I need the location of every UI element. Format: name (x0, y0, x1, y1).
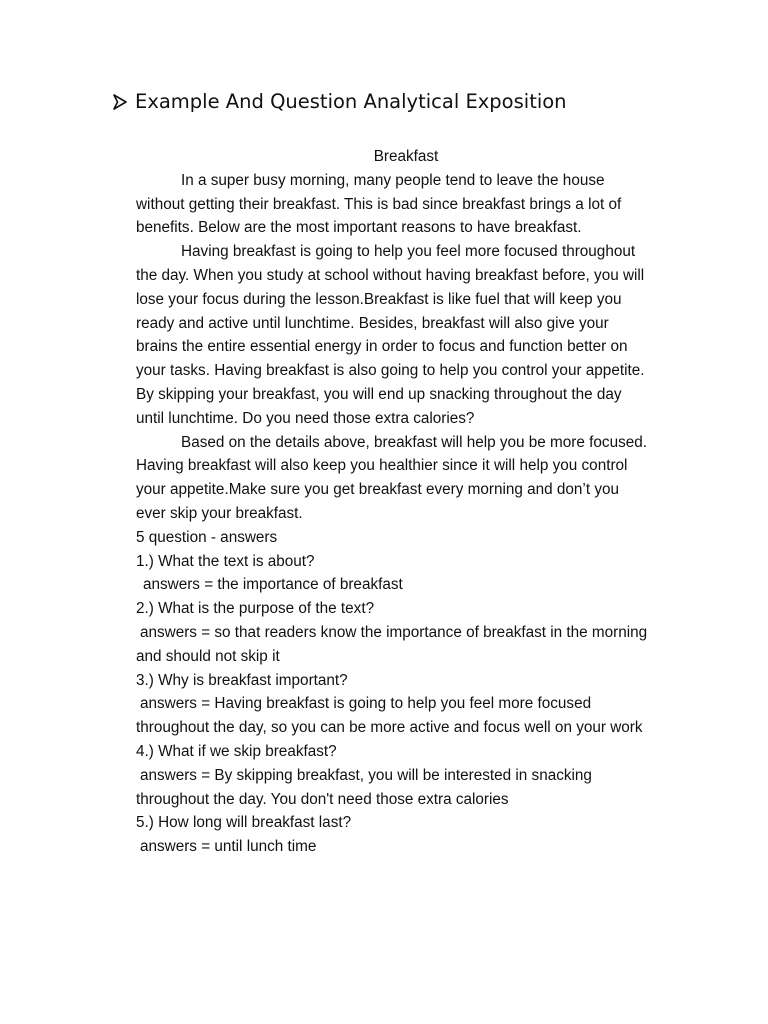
answer-text: answers = the importance of breakfast (143, 576, 403, 594)
answer-text: answers = until lunch time (140, 838, 317, 856)
paragraph-2 (136, 240, 696, 430)
paragraph-3 (136, 431, 696, 526)
answer-text: and should not skip it (136, 647, 280, 665)
section-heading (113, 90, 567, 113)
paragraph-line: Based on the details above, breakfast will help you be more focused. (181, 433, 647, 451)
answer-text: answers = By skipping breakfast, you will be interested in snacking (140, 766, 592, 784)
qa-item (136, 669, 696, 740)
document-body (136, 145, 696, 859)
paragraph-line: By skipping your breakfast, you will end up snacking throughout the day (136, 385, 622, 403)
qa-item (136, 811, 696, 859)
paragraph-line: the day. When you study at school without having breakfast before, you will (136, 266, 645, 284)
paragraph-line: benefits. Below are the most important reasons to have breakfast. (136, 219, 582, 237)
question-text: 2.) What is the purpose of the text? (136, 600, 375, 618)
question-text: 4.) What if we skip breakfast? (136, 742, 337, 760)
arrowhead-bullet-icon (113, 94, 127, 110)
heading-title: Example And Question Analytical Exposition (135, 90, 567, 113)
qa-item (136, 550, 696, 598)
paragraph-line: your tasks. Having breakfast is also going to help you control your appetite. (136, 362, 645, 380)
paragraph-line: lose your focus during the lesson.Breakfast is like fuel that will keep you (136, 290, 622, 308)
paragraph-line: ever skip your breakfast. (136, 504, 303, 522)
document-title: Breakfast (373, 148, 439, 165)
qa-section (136, 526, 696, 859)
paragraph-line: your appetite.Make sure you get breakfast every morning and don’t you (136, 481, 619, 499)
question-text: 3.) Why is breakfast important? (136, 671, 348, 689)
paragraph-line: brains the entire essential energy in order to focus and function better on (136, 338, 628, 356)
paragraph-line: ready and active until lunchtime. Besides, breakfast will also give your (136, 314, 609, 332)
paragraph-line: Having breakfast is going to help you feel more focused throughout (181, 243, 636, 261)
qa-item (136, 597, 696, 668)
answer-text: answers = Having breakfast is going to help you feel more focused (140, 695, 592, 713)
paragraph-line: In a super busy morning, many people tend to leave the house (181, 171, 605, 189)
answer-text: answers = so that readers know the importance of breakfast in the morning (140, 623, 648, 641)
question-text: 1.) What the text is about? (136, 552, 315, 570)
question-text: 5.) How long will breakfast last? (136, 814, 352, 832)
paragraph-1 (136, 169, 696, 240)
qa-item (136, 740, 696, 811)
answer-text: throughout the day, so you can be more active and focus well on your work (136, 719, 643, 737)
paragraph-line: Having breakfast will also keep you healthier since it will help you control (136, 457, 628, 475)
paragraph-line: until lunchtime. Do you need those extra calories? (136, 409, 475, 427)
answer-text: throughout the day. You don't need those extra calories (136, 790, 509, 808)
paragraph-line: without getting their breakfast. This is bad since breakfast brings a lot of (136, 195, 622, 213)
qa-section-title: 5 question - answers (136, 528, 278, 546)
